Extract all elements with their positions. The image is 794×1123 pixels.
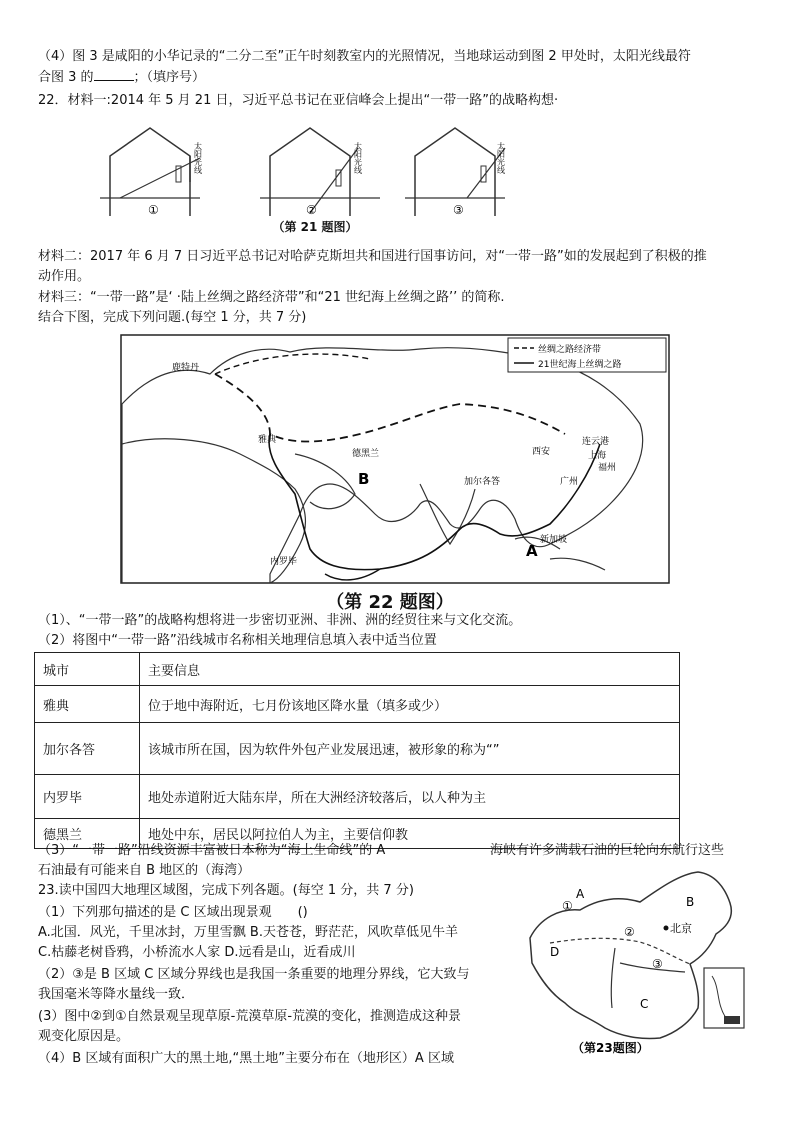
beijing-dot [664, 926, 669, 931]
q22-q2: （2）将图中“一带一路”沿线城市名称相关地理信息填入表中适当位置 [38, 633, 437, 648]
map23-label-d: D [550, 945, 560, 959]
q21-4-line2-a: 合图 3 的 [38, 70, 94, 85]
table-header-city: 城市 [35, 653, 140, 686]
table-cell-city: 雅典 [35, 686, 140, 723]
table-cell-city: 德黑兰 [35, 819, 140, 849]
map-label-b: B [358, 470, 370, 488]
q21-4-line2-b: ；（填序号） [133, 70, 206, 85]
room-number-3: ③ [453, 203, 464, 217]
map23-beijing: 北京 [670, 922, 692, 935]
answer-blank[interactable] [94, 68, 134, 81]
map23-num-2: ② [624, 925, 635, 939]
city-fuzhou: 福州 [598, 463, 617, 473]
table-cell-city: 加尔各答 [35, 723, 140, 775]
q23-q1: （1）下列那句描述的是 C 区域出现景观 () [38, 905, 308, 920]
q22-instruction: 结合下图，完成下列问题.(每空 1 分，共 7 分) [38, 310, 307, 325]
city-info-table [34, 652, 680, 849]
q22-material2-line1: 材料二：2017 年 6 月 7 日习近平总书记对哈萨克斯坦共和国进行国事访问，对“一带一路”如的发展起到了积极的推 [38, 249, 707, 264]
room-3 [405, 128, 506, 217]
q21-4-line2 [38, 68, 205, 87]
q22-q3-line1a: （3）“一带一路”沿线资源丰富被日本称为“海上生命线”的 A [38, 843, 386, 858]
city-shanghai: 上海 [588, 451, 607, 461]
fig21-classrooms [100, 118, 520, 228]
city-singapore: 新加坡 [540, 535, 568, 545]
map23-label-c: C [640, 997, 649, 1011]
q23-q3-line2: 观变化原因是。 [38, 1029, 130, 1044]
table-header-info: 主要信息 [140, 653, 680, 686]
fig23-caption: （第23题图） [572, 1041, 649, 1055]
city-guangzhou: 广州 [560, 477, 579, 487]
table-cell-info: 位于地中海附近，七月份该地区降水量（填多或少） [140, 686, 680, 723]
legend-sea-route: 21世纪海上丝绸之路 [538, 360, 622, 370]
map23-label-b: B [686, 895, 695, 909]
q22-q3-line1b: 海峡有许多满载石油的巨轮向东航行这些 [490, 843, 725, 858]
sun-label-3: 太阳光线 [496, 142, 506, 174]
fig23-china-regions-map [520, 868, 752, 1058]
q23-option-cd: C.枯藤老树昏鸦，小桥流水人家 D.远看是山，近看成川 [38, 945, 356, 960]
city-tehran: 德黑兰 [352, 449, 380, 459]
fig22-belt-road-map [120, 334, 670, 584]
room-number-1: ① [148, 203, 159, 217]
table-row [35, 775, 680, 819]
table-cell-info: 地处赤道附近大陆东岸，所在大洲经济较落后，以人种为主 [140, 775, 680, 819]
map23-num-3: ③ [652, 957, 663, 971]
q22-material2-line2: 动作用。 [38, 269, 91, 284]
city-athens: 雅典 [258, 435, 277, 445]
city-lianyungang: 连云港 [582, 437, 610, 447]
room-2 [260, 128, 380, 217]
q22-q1: （1）、“一带一路”的战略构想将进一步密切亚洲、非洲、洲的经贸往来与文化交流。 [38, 613, 522, 628]
map23-num-1: ① [562, 899, 573, 913]
q23-q4: （4）B 区域有面积广大的黑土地,“黑土地”主要分布在（地形区）A 区域 [38, 1051, 454, 1066]
sun-label-2: 太阳光线 [353, 142, 363, 174]
table-cell-info: 该城市所在国，因为软件外包产业发展迅速，被形象的称为“” [140, 723, 680, 775]
q23-q2-line2: 我国毫米等降水量线一致． [38, 987, 195, 1002]
city-kolkata: 加尔各答 [464, 477, 501, 487]
q22-material1: 22．材料一:2014 年 5 月 21 日，习近平总书记在亚信峰会上提出“一带一路”的战略构想· [38, 93, 559, 108]
q23-title: 23.读中国四大地理区域图，完成下列各题。(每空 1 分，共 7 分) [38, 883, 414, 898]
table-cell-city: 内罗毕 [35, 775, 140, 819]
sun-label-1: 太阳光线 [193, 142, 203, 174]
map23-label-a: A [576, 887, 585, 901]
q23-option-ab: A.北国．风光，千里冰封，万里雪飘 B.天苍苍，野茫茫，风吹草低见牛羊 [38, 925, 458, 940]
table-cell-info: 地处中东，居民以阿拉伯人为主，主要信仰教 [140, 819, 680, 849]
city-xian: 西安 [532, 447, 551, 457]
map-label-a: A [526, 542, 538, 560]
table-row [35, 686, 680, 723]
city-nairobi: 内罗毕 [270, 557, 298, 567]
table-row [35, 723, 680, 775]
q23-q3-line1: (3）图中②到①自然景观呈现草原-荒漠草原-荒漠的变化，推测造成这种景 [38, 1009, 462, 1024]
q22-q3-line2: 石油最有可能来自 B 地区的（海湾） [38, 863, 251, 878]
room-1 [100, 128, 203, 217]
city-rotterdam: 鹿特丹 [172, 363, 200, 373]
q23-q2-line1: （2）③是 B 区域 C 区域分界线也是我国一条重要的地理分界线，它大致与 [38, 967, 470, 982]
q22-material3: 材料三：“一带一路”是‘ ·陆上丝绸之路经济带”和“21 世纪海上丝绸之路’’ 的简称. [38, 290, 505, 305]
room-number-2: ② [306, 203, 317, 217]
legend-land-route: 丝绸之路经济带 [538, 345, 602, 355]
fig21-caption: （第 21 题图） [272, 220, 358, 234]
fig22-caption: （第 22 题图） [326, 592, 454, 613]
table-header-row [35, 653, 680, 686]
q21-4-line1: （4）图 3 是咸阳的小华记录的“二分二至”正午时刻教室内的光照情况，当地球运动到图 2 甲处时，太阳光线最符 [38, 49, 691, 64]
